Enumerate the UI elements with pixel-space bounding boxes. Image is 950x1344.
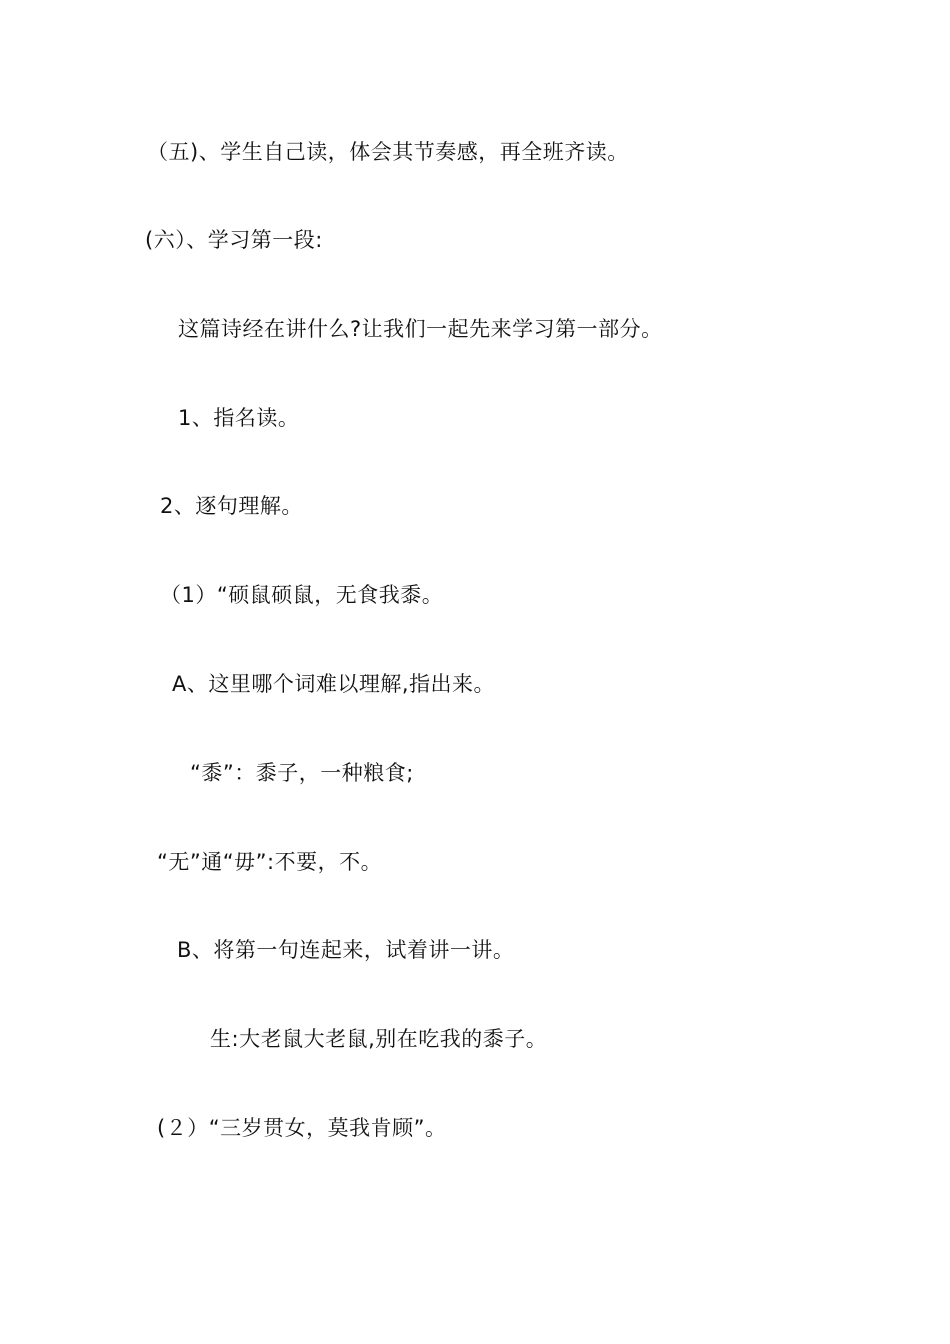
definition-shu-text: “黍”：黍子，一种粮食; bbox=[190, 761, 414, 785]
step-one-text: 1、指名读。 bbox=[178, 406, 300, 430]
verse-one-text: （1）“硕鼠硕鼠，无食我黍。 bbox=[160, 583, 444, 607]
intro-question-text: 这篇诗经在讲什么?让我们一起先来学习第一部分。 bbox=[178, 317, 663, 341]
section-five-text: （五)、学生自己读，体会其节奏感，再全班齐读。 bbox=[147, 140, 629, 164]
point-a-text: A、这里哪个词难以理解,指出来。 bbox=[172, 672, 496, 696]
verse-two-text: (２）“三岁贯女，莫我肯顾”。 bbox=[157, 1116, 447, 1140]
section-six-heading: (六）、学习第一段: bbox=[145, 228, 323, 252]
definition-wu-text: “无”通“毋”:不要，不。 bbox=[157, 850, 383, 874]
student-answer-text: 生:大老鼠大老鼠,别在吃我的黍子。 bbox=[210, 1027, 548, 1051]
point-b-text: B、将第一句连起来，试着讲一讲。 bbox=[177, 938, 515, 962]
step-two-text: 2、逐句理解。 bbox=[160, 494, 303, 518]
